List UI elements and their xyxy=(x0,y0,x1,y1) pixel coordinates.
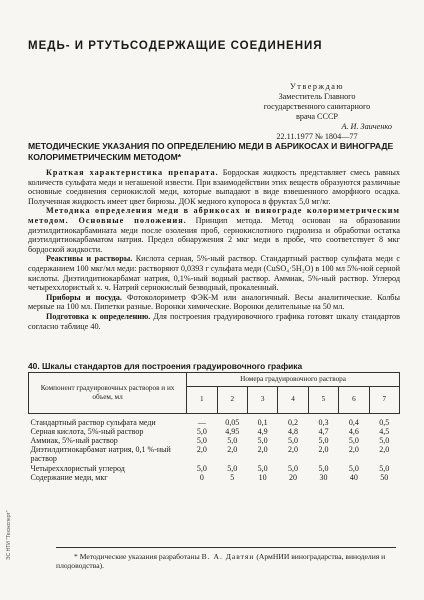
row-label: Аммиак, 5%-ный раствор xyxy=(30,435,118,445)
paragraph-label: Реактивы и растворы. xyxy=(46,254,133,264)
footnote-marker: * Методические указания разработаны xyxy=(74,552,200,561)
section-header: МЕДЬ- И РТУТЬСОДЕРЖАЩИЕ СОЕДИНЕНИЯ xyxy=(28,40,323,52)
approval-block xyxy=(232,82,402,142)
table-row xyxy=(29,464,400,473)
cell: 5,0 xyxy=(196,426,207,436)
paragraph-text: Фотоколориметр ФЭК-М или аналогичный. Весы аналитические. Колбы мерные на 100 мл. Пипетки разные. Воронки химические. Воронки делительные на 50 мл. xyxy=(28,292,400,312)
column-number: 6 xyxy=(339,386,369,413)
row-label: Содержание меди, мкг xyxy=(30,472,108,482)
cell: 5,0 xyxy=(288,463,299,473)
cell: 5,0 xyxy=(348,435,359,445)
cell: 5,0 xyxy=(318,435,329,445)
approval-line: государственного санитарного xyxy=(263,102,371,111)
cell: 5 xyxy=(230,472,235,482)
paragraph-method xyxy=(28,206,400,254)
cell: 2,0 xyxy=(227,445,238,455)
column-number: 2 xyxy=(217,386,247,413)
body-text xyxy=(28,168,400,331)
cell: 4,6 xyxy=(348,426,359,436)
approval-line: врача СССР xyxy=(295,112,338,121)
cell: 4,8 xyxy=(288,426,299,436)
cell: 5,0 xyxy=(318,463,329,473)
paragraph-label: Приборы и посуда. xyxy=(46,292,122,302)
cell: 5,0 xyxy=(227,463,238,473)
paragraph-text: Для построения градуировочного графика готовят шкалу стандартов согласно таблице 40. xyxy=(28,311,400,331)
cell: 5,0 xyxy=(257,435,268,445)
cell: — xyxy=(197,417,206,427)
cell: 4,95 xyxy=(225,426,240,436)
document-title: МЕТОДИЧЕСКИЕ УКАЗАНИЯ ПО ОПРЕДЕЛЕНИЮ МЕДИ В АБРИКОСАХ И ВИНОГРАДЕ КОЛОРИМЕТРИЧЕСКИМ МЕТОДОМ* xyxy=(28,141,394,162)
cell: 5,0 xyxy=(379,435,390,445)
paragraph-preparation xyxy=(28,312,400,331)
cell: 5,0 xyxy=(348,463,359,473)
table-row xyxy=(29,413,400,427)
paragraph-label: Методика определения меди в абрикосах и винограде колориметрическим методом. Основные положения. xyxy=(28,206,400,225)
cell: 2,0 xyxy=(348,445,359,455)
table-row xyxy=(29,445,400,463)
column-header-group: Номера градуировочного раствора xyxy=(187,373,400,387)
cell: 0,05 xyxy=(225,417,240,427)
column-number: 5 xyxy=(308,386,338,413)
row-label: Четыреххлористый углерод xyxy=(30,463,125,473)
cell: 50 xyxy=(380,472,389,482)
cell: 10 xyxy=(258,472,267,482)
cell: 5,0 xyxy=(196,463,207,473)
table-row xyxy=(29,436,400,445)
paragraph-label: Краткая характеристика препарата. xyxy=(46,168,219,177)
paragraph-text: Бордоская жидкость представляет смесь равных количеств сульфата меди и негашеной извести. При взаимодействии этих веществ образуются различные основные соединения сернокислой меди, которые выпадают в виде взвешенного аморфного осадка. Полученная жидкость имеет цвет бирюзы. ДОК медного купороса в фруктах 5,0 мг/кг. xyxy=(28,168,401,206)
cell: 0,3 xyxy=(318,417,329,427)
footnote-rule xyxy=(56,547,396,548)
paragraph-text: Принцип метода. Метод основан на образовании диэтилдитиокарбамината меди после озоления проб, сернокислотного гидролиза и обработки остатка диэтилдитиокарбаматом натрия. Предел обнаружения 2 мкг меди в пробе, что соответствует 8 мкг бордоской жидкости. xyxy=(28,215,400,254)
footnote xyxy=(56,552,402,571)
column-number: 7 xyxy=(369,386,399,413)
cell: 40 xyxy=(349,472,358,482)
side-stamp: ЭС НТИ "Техэксперт" xyxy=(6,510,12,560)
table-row xyxy=(29,473,400,482)
cell: 2,0 xyxy=(257,445,268,455)
cell: 4,5 xyxy=(379,426,390,436)
paragraph-text: Кислота серная, 5%-ный раствор. Стандартный раствор сульфата меди с содержанием 100 мкг/мл меди: растворяют 0,0393 г сульфата меди (CuSO₄·5H₂O) в 100 мл 5%-ной серной кислоты. Диэтилдитиокарбамат натрия, 0,1%-ный водный раствор. Аммиак, 5%-ный раствор. Углерод четыреххлористый х. ч. Натрий сернокислый безводный, прокаленный. xyxy=(28,254,400,293)
row-label: Серная кислота, 5%-ный раствор xyxy=(30,426,144,436)
column-number: 4 xyxy=(278,386,308,413)
paragraph-label: Подготовка к определению. xyxy=(46,311,151,321)
cell: 2,0 xyxy=(379,445,390,455)
row-label: Диэтилдитиокарбамат натрия, 0,1 %-ный раствор xyxy=(30,445,171,464)
cell: 5,0 xyxy=(196,435,207,445)
cell: 0 xyxy=(199,472,204,482)
footnote-authors: В. А. Давтян xyxy=(201,552,255,561)
cell: 2,0 xyxy=(288,445,299,455)
column-number: 1 xyxy=(187,386,217,413)
cell: 20 xyxy=(289,472,298,482)
approval-line: Утверждаю xyxy=(290,82,344,91)
approval-line: Заместитель Главного xyxy=(278,92,356,101)
cell: 4,9 xyxy=(257,426,268,436)
cell: 5,0 xyxy=(227,435,238,445)
approval-signer: А. И. Заиченко xyxy=(341,122,392,131)
cell: 4,7 xyxy=(318,426,329,436)
cell: 5,0 xyxy=(379,463,390,473)
cell: 5,0 xyxy=(257,463,268,473)
cell: 0,5 xyxy=(379,417,390,427)
column-number: 3 xyxy=(247,386,277,413)
column-header-component: Компонент градуировочных растворов и их объем, мл xyxy=(29,373,187,414)
approval-date: 22.11.1977 № 1804—77 xyxy=(276,132,358,141)
table-row xyxy=(29,427,400,436)
cell: 2,0 xyxy=(196,445,207,455)
paragraph-equipment xyxy=(28,293,400,312)
standards-table xyxy=(28,372,400,482)
cell: 0,4 xyxy=(348,417,359,427)
cell: 0,2 xyxy=(288,417,299,427)
cell: 30 xyxy=(319,472,328,482)
cell: 5,0 xyxy=(288,435,299,445)
cell: 0,1 xyxy=(257,417,268,427)
paragraph-reagents xyxy=(28,254,400,292)
cell: 2,0 xyxy=(318,445,329,455)
table-caption: 40. Шкалы стандартов для построения градуировочного графика xyxy=(28,361,303,371)
row-label: Стандартный раствор сульфата меди xyxy=(30,417,156,427)
paragraph-characteristic xyxy=(28,168,400,206)
footnote-text: (АрмНИИ виноградарства, виноделия и плодоводства). xyxy=(56,552,386,571)
